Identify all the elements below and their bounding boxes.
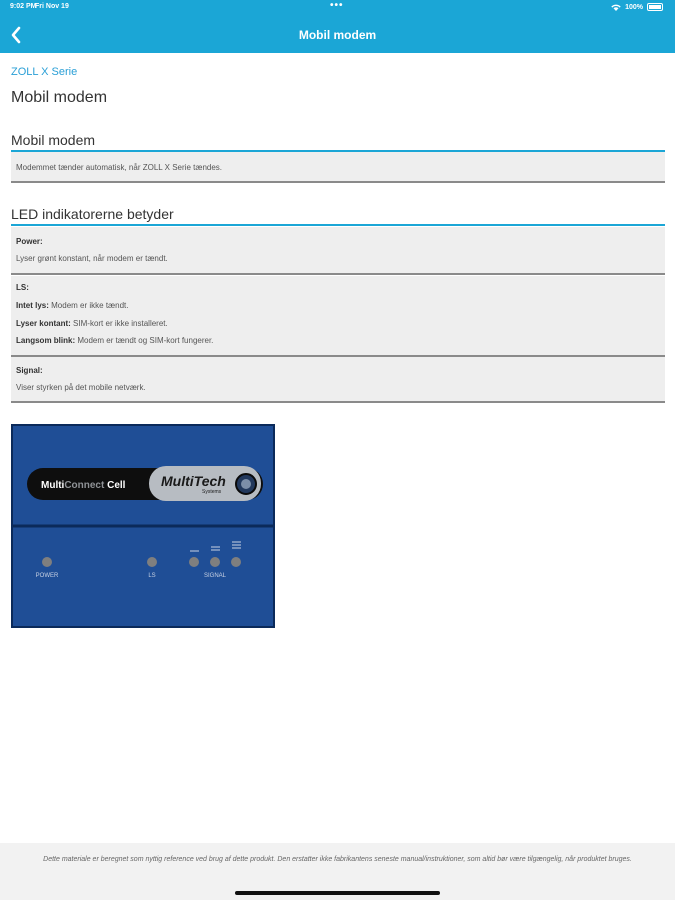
power-label: Power: (16, 237, 43, 246)
wifi-icon (611, 4, 621, 11)
status-time: 9:02 PM (10, 3, 37, 10)
info-box-power (11, 227, 665, 275)
info-box-mobil-modem (11, 152, 665, 183)
svg-text:SIGNAL: SIGNAL (203, 573, 227, 579)
ls-line-2: Lyser kontant: SIM-kort er ikke installeret. (16, 319, 168, 328)
modem-panel-image (11, 424, 275, 628)
battery-percentage: 100% (625, 3, 643, 11)
signal-label: Signal: (16, 366, 43, 375)
svg-text:Systems: Systems (202, 489, 222, 495)
info-box-signal (11, 357, 665, 403)
section-divider (11, 224, 665, 226)
navigation-bar (0, 0, 675, 53)
disclaimer-text: Dette materiale er beregnet som nyttig reference ved brug af dette produkt. Den erstatter ikke fabrikantens seneste manual/instruktioner, som altid bør være tilgængelig, når produktet bruges. (43, 856, 632, 863)
power-text: Lyser grønt konstant, når modem er tændt. (16, 254, 168, 263)
svg-text:LS: LS (148, 573, 156, 579)
ls-line-3: Langsom blink: Modem er tændt og SIM-kort fungerer. (16, 336, 214, 345)
signal-text: Viser styrken på det mobile netværk. (16, 383, 146, 392)
multitasking-dots-icon[interactable]: ••• (330, 0, 344, 11)
status-right (611, 3, 663, 11)
battery-icon (647, 3, 663, 11)
nav-title: Mobil modem (298, 28, 377, 42)
page-title: Mobil modem (11, 89, 108, 106)
ls-line-1: Intet lys: Modem er ikke tændt. (16, 301, 129, 310)
breadcrumb-link[interactable]: ZOLL X Serie (11, 66, 78, 78)
status-date: Fri Nov 19 (35, 3, 69, 10)
info-box-ls (11, 276, 665, 357)
section-title-led: LED indikatorerne betyder (11, 206, 174, 222)
info-text: Modemmet tænder automatisk, når ZOLL X Serie tændes. (16, 163, 223, 172)
svg-text:MultiTech: MultiTech (161, 473, 226, 489)
svg-text:POWER: POWER (35, 573, 59, 579)
svg-text:MultiConnect Cell: MultiConnect Cell (41, 480, 126, 491)
home-indicator[interactable] (235, 891, 440, 895)
ls-label: LS: (16, 283, 29, 292)
section-title-mobil-modem: Mobil modem (11, 132, 96, 148)
